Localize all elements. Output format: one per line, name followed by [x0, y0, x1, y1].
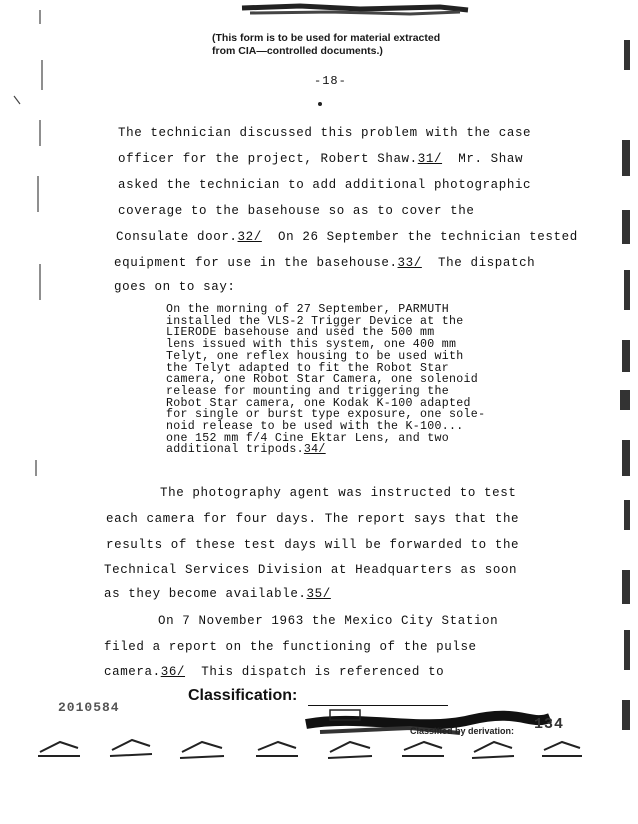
bottom-scan-marks [0, 730, 638, 790]
block-quote [166, 304, 516, 456]
footnote-ref: 31/ [417, 152, 443, 166]
footnote-ref: 33/ [397, 256, 422, 270]
footnote-ref: 35/ [306, 587, 331, 601]
line-text: coverage to the basehouse so as to cover the [118, 204, 475, 218]
speck-mark [318, 102, 322, 106]
paragraph1-line-5 [116, 230, 578, 244]
form-note-line-1: (This form is to be used for material extracted [212, 32, 441, 44]
paragraph1-line-6 [114, 256, 535, 270]
line-text: Consulate door. [116, 230, 238, 244]
line-text: equipment for use in the basehouse. [114, 256, 398, 270]
line-text: This dispatch is referenced to [185, 665, 445, 679]
paragraph2-line-2 [106, 512, 519, 526]
footnote-ref: 36/ [160, 665, 186, 679]
line-text: asked the technician to add additional photographic [118, 178, 532, 192]
quote-text: On the morning of 27 September, PARMUTH installed the VLS-2 Trigger Device at the LIERODE basehouse and used the 500 mm lens issued with this system, one 400 mm Telyt, one reflex housing to be used with the Telyt adapted to fit the Robot Star camera, one Robot Star Camera, one solenoid release for mounting and triggering the Robot Star camera, one Kodak K-100 adapted for single or burst type exposure, one sole- noid release to be used with the K-100... one 152 mm f/4 Cine Ektar Lens, and two additional tripods. [166, 303, 486, 457]
line-text: as they become available. [104, 587, 307, 601]
line-text: goes on to say: [114, 280, 236, 294]
paragraph2-line-4 [104, 563, 517, 577]
paragraph1-line-4 [118, 204, 474, 218]
paragraph1-line-1 [118, 126, 531, 140]
paragraph2-line-1 [160, 486, 516, 500]
footnote-ref: 32/ [237, 230, 262, 244]
line-text: The technician discussed this problem with the case [118, 126, 532, 140]
page-number: -18- [314, 74, 347, 88]
form-usage-note [212, 32, 512, 58]
line-text: The photography agent was instructed to test [160, 486, 517, 500]
line-text: On 7 November 1963 the Mexico City Station [158, 614, 499, 628]
line-text: results of these test days will be forwarded to the [106, 538, 520, 552]
right-edge-scan-marks [612, 0, 638, 824]
paragraph1-line-7 [114, 280, 236, 294]
stamp-number: 134 [534, 716, 565, 733]
paragraph2-line-3 [106, 538, 519, 552]
line-text: each camera for four days. The report says that the [106, 512, 520, 526]
line-text: filed a report on the functioning of the pulse [104, 640, 477, 654]
left-edge-scan-marks [0, 0, 60, 600]
header-redaction-smear [240, 2, 470, 18]
derivation-note: Classified by derivation: [410, 726, 515, 736]
line-text: The dispatch [421, 256, 536, 270]
paragraph1-line-2 [118, 152, 523, 166]
classification-label: Classification: [188, 687, 298, 704]
line-text: On 26 September the technician tested [261, 230, 578, 244]
document-stamp-code: 2010584 [58, 700, 120, 715]
paragraph1-line-3 [118, 178, 531, 192]
paragraph3-line-1 [158, 614, 498, 628]
line-text: Technical Services Division at Headquarters as soon [104, 563, 518, 577]
paragraph3-line-3 [104, 665, 444, 679]
paragraph2-line-5 [104, 587, 331, 601]
paragraph3-line-2 [104, 640, 477, 654]
form-note-line-2: from CIA—controlled documents.) [212, 45, 383, 57]
line-text: camera. [104, 665, 161, 679]
footnote-ref: 34/ [303, 443, 326, 457]
line-text: Mr. Shaw [442, 152, 524, 166]
line-text: officer for the project, Robert Shaw. [118, 152, 418, 166]
